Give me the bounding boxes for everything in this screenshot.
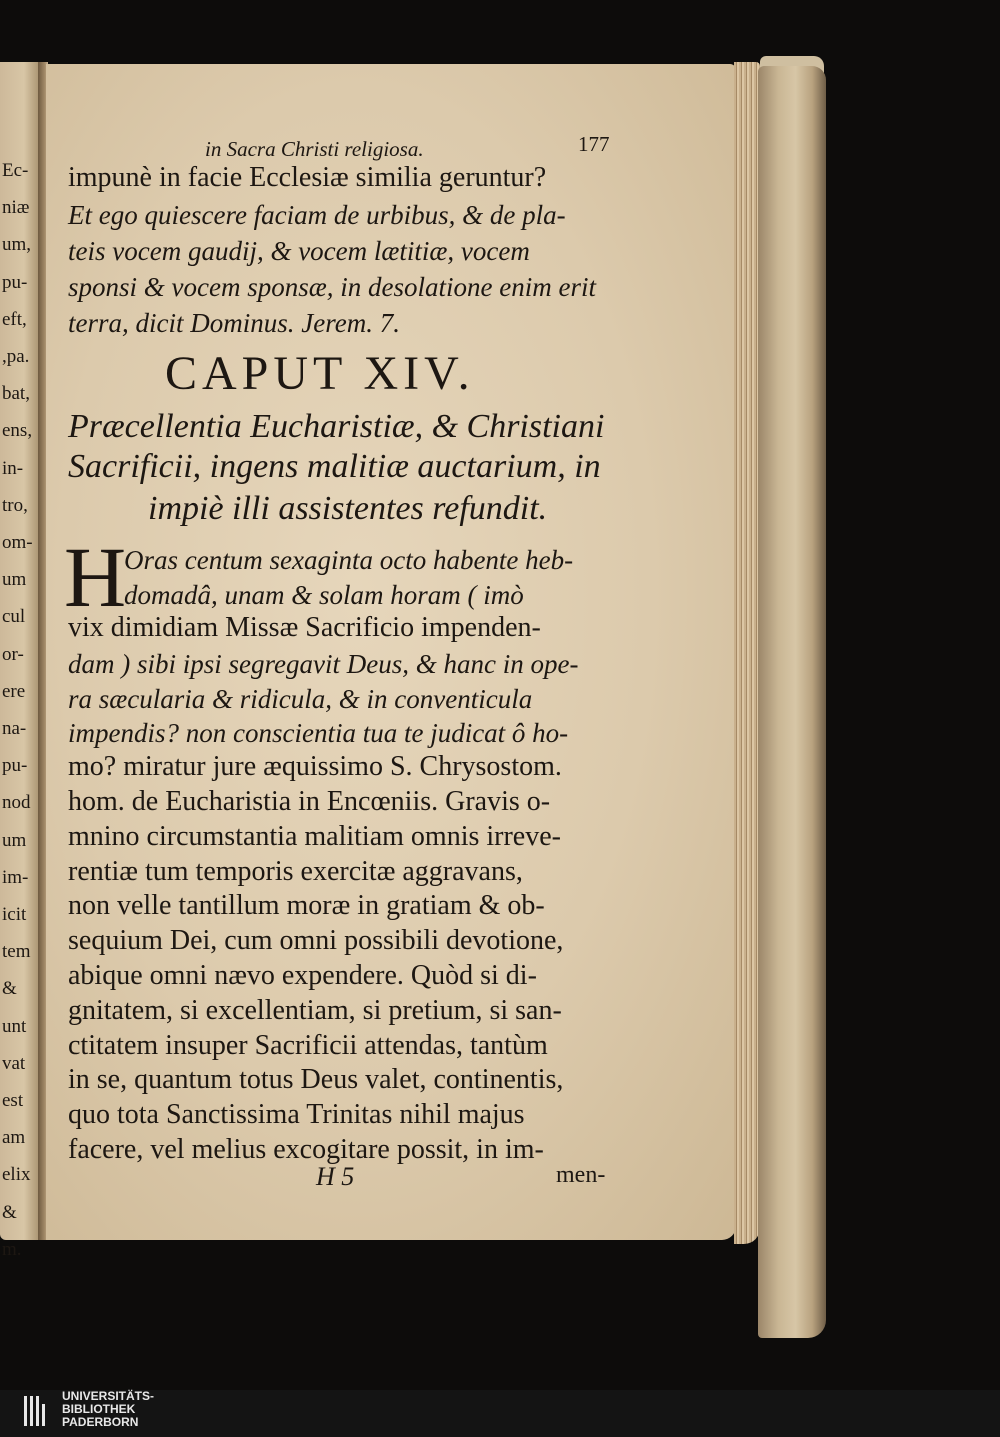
body-line: facere, vel melius excogitare possit, in im- <box>68 1134 544 1165</box>
previous-page-fragment: elix <box>2 1164 31 1186</box>
previous-page-fragment: pu- <box>2 755 28 777</box>
previous-page-fragment: Ec- <box>2 160 29 181</box>
previous-page-fragment: & <box>2 1201 17 1223</box>
previous-page-fragment: um <box>2 569 27 591</box>
body-line: in se, quantum totus Deus valet, continentis, <box>68 1064 564 1096</box>
body-line: dam ) sibi ipsi segregavit Deus, & hanc in ope- <box>68 648 579 679</box>
previous-page-fragment: nod <box>2 792 31 814</box>
body-line: sequium Dei, cum omni possibili devotione, <box>68 925 564 957</box>
body-line: gnitatem, si excellentiam, si pretium, si san- <box>68 994 562 1026</box>
page-number: 177 <box>578 132 610 156</box>
body-line: Oras centum sexaginta octo habente heb- <box>124 545 574 575</box>
previous-page-fragment: ,pa. <box>2 346 30 367</box>
previous-page-fragment: in- <box>2 457 24 479</box>
intro-line: teis vocem gaudij, & vocem lætitiæ, vocem <box>68 236 530 266</box>
body-line: quo tota Sanctissima Trinitas nihil majus <box>68 1099 525 1131</box>
previous-page-fragment: or- <box>2 643 24 665</box>
previous-page-fragment: & <box>2 978 17 1000</box>
library-logo-icon <box>22 1390 52 1430</box>
running-head: in Sacra Christi religiosa. <box>205 137 424 161</box>
body-line: mo? miratur jure æquissimo S. Chrysostom. <box>68 751 562 783</box>
body-line: vix dimidiam Missæ Sacrificio impenden- <box>68 612 541 643</box>
previous-page-fragment: niæ <box>2 197 30 219</box>
previous-page-fragment: um <box>2 829 27 851</box>
previous-page-fragment: tro, <box>2 494 28 516</box>
previous-page-fragment: eft, <box>2 308 27 330</box>
book-cover-edge <box>758 66 826 1338</box>
chapter-subtitle-line: Præcellentia Eucharistiæ, & Christiani <box>68 408 605 445</box>
body-line: rentiæ tum temporis exercitæ aggravans, <box>68 855 523 887</box>
previous-page-fragment: est <box>2 1090 24 1111</box>
chapter-subtitle-line: Sacrificii, ingens malitiæ auctarium, in <box>68 448 601 485</box>
body-line: hom. de Eucharistia in Encœniis. Gravis o- <box>68 786 551 817</box>
intro-line: Et ego quiescere faciam de urbibus, & de pla- <box>68 200 566 230</box>
previous-page-fragment: um, <box>2 234 32 256</box>
body-line: non velle tantillum moræ in gratiam & ob- <box>68 890 545 922</box>
previous-page-fragment: m. <box>2 1238 22 1260</box>
intro-line: sponsi & vocem sponsæ, in desolatione enim erit <box>68 272 596 302</box>
previous-page-fragment: cul <box>2 606 26 628</box>
library-logo-text <box>62 1390 154 1429</box>
logo-line: BIBLIOTHEK <box>62 1402 136 1416</box>
body-line: domadâ, unam & solam horam ( imò <box>124 580 524 610</box>
previous-page-fragment: pu- <box>2 271 28 293</box>
previous-page-fragment: ere <box>2 680 26 702</box>
previous-page-fragment: tem <box>2 941 31 963</box>
previous-page-fragment: icit <box>2 904 27 925</box>
intro-line: impunè in facie Ecclesiæ similia geruntur? <box>68 162 547 193</box>
catchword: men- <box>556 1162 606 1188</box>
page-block-edges <box>734 62 760 1244</box>
body-line: ctitatem insuper Sacrificii attendas, tantùm <box>68 1029 548 1061</box>
body-line: mnino circumstantia malitiam omnis irreve- <box>68 820 561 852</box>
intro-line: terra, dicit Dominus. Jerem. 7. <box>68 308 400 338</box>
chapter-subtitle-line: impiè illi assistentes refundit. <box>148 490 548 527</box>
previous-page-fragment: vat <box>2 1052 26 1074</box>
previous-page-fragment: bat, <box>2 383 30 405</box>
previous-page-fragment: om- <box>2 532 33 553</box>
logo-line: UNIVERSITÄTS- <box>62 1389 155 1403</box>
previous-page-fragment: am <box>2 1127 26 1149</box>
previous-page-fragment: unt <box>2 1015 27 1037</box>
body-line: abique omni nævo expendere. Quòd si di- <box>68 960 537 991</box>
drop-cap: H <box>64 529 127 625</box>
previous-page-fragment: im- <box>2 866 29 888</box>
chapter-heading: CAPUT XIV. <box>165 347 475 400</box>
logo-line: PADERBORN <box>62 1415 139 1429</box>
previous-page-fragment: ens, <box>2 420 33 442</box>
signature-mark: H 5 <box>316 1162 355 1191</box>
body-line: impendis? non conscientia tua te judicat ô ho- <box>68 718 569 749</box>
previous-page-fragment: na- <box>2 718 27 739</box>
body-line: ra sæcularia & ridicula, & in conventicula <box>68 683 533 714</box>
